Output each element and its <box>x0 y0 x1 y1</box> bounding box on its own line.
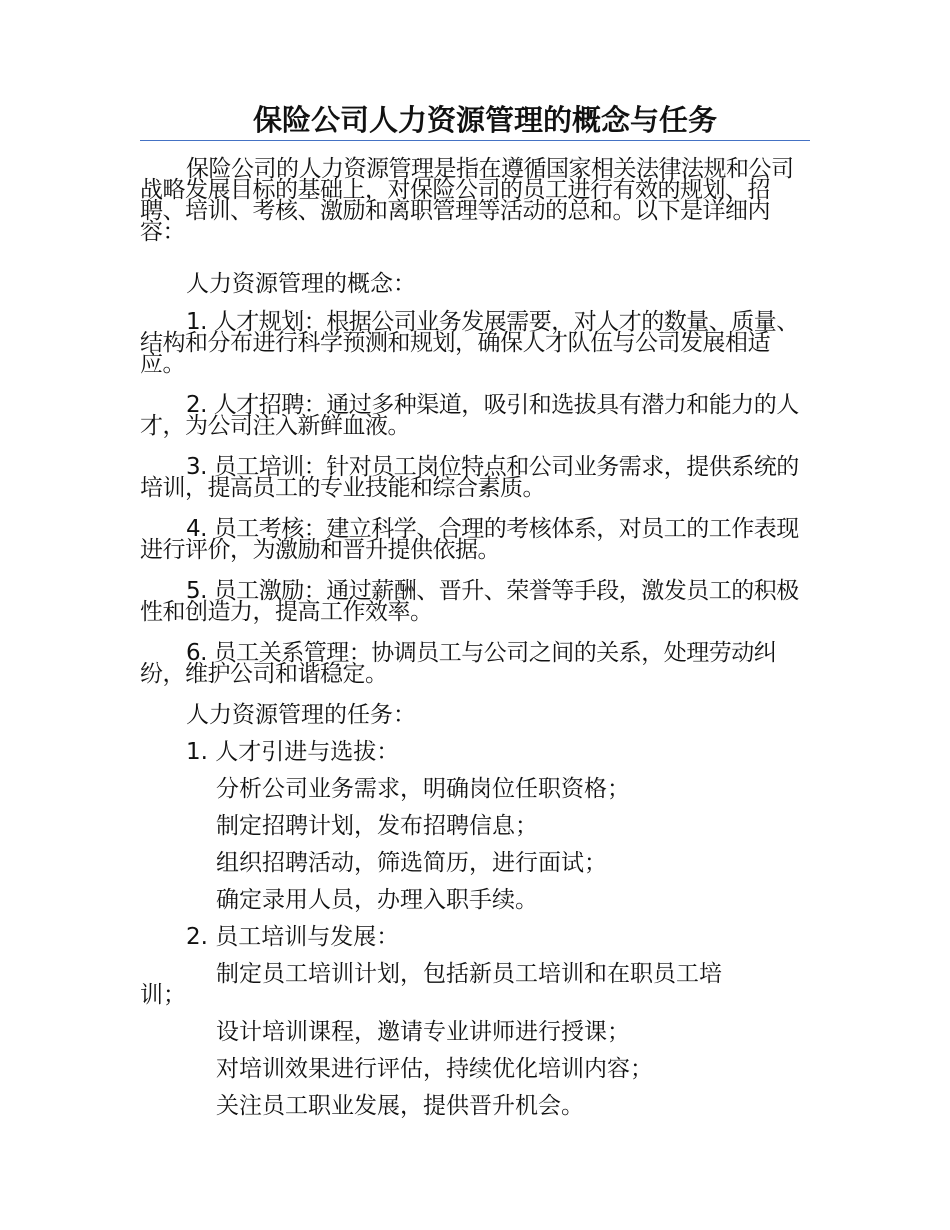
concept-item-planning: 1. 人才规划：根据公司业务发展需要，对人才的数量、质量、结构和分布进行科学预测和规划，确保人才队伍与公司发展相适应。 <box>140 309 799 377</box>
concept-item-relations: 6. 员工关系管理：协调员工与公司之间的关系，处理劳动纠纷，维护公司和谐稳定。 <box>140 640 777 687</box>
concept-item-incentive: 5. 员工激励：通过薪酬、晋升、荣誉等手段，激发员工的积极性和创造力，提高工作效率。 <box>140 578 799 625</box>
task2-item: 对培训效果进行评估，持续优化培训内容； <box>216 1056 653 1082</box>
task-heading: 人力资源管理的任务： <box>186 702 416 728</box>
task2-item-continuation: 训； <box>140 982 186 1008</box>
task2-item-wrapped <box>140 956 810 1014</box>
intro-paragraph: 保险公司的人力资源管理是指在遵循国家相关法律法规和公司战略发展目标的基础上，对保险公司的员工进行有效的规划、招聘、培训、考核、激励和离职管理等活动的总和。以下是详细内容： <box>140 156 794 245</box>
concept-item-assessment: 4. 员工考核：建立科学、合理的考核体系，对员工的工作表现进行评价，为激励和晋升提供依据。 <box>140 516 799 563</box>
task2-item-first-line: 制定员工培训计划，包括新员工培训和在职员工培 <box>216 961 722 987</box>
concept-heading: 人力资源管理的概念： <box>186 271 416 297</box>
concept-item-training: 3. 员工培训：针对员工岗位特点和公司业务需求，提供系统的培训，提高员工的专业技能和综合素质。 <box>140 454 799 501</box>
task2-heading: 2. 员工培训与发展： <box>186 924 400 950</box>
task1-item: 组织招聘活动，筛选简历，进行面试； <box>216 850 607 876</box>
document-page <box>140 100 810 1125</box>
title-underline <box>140 140 810 141</box>
task2-item: 关注员工职业发展，提供晋升机会。 <box>216 1093 584 1119</box>
task2-item: 设计培训课程，邀请专业讲师进行授课； <box>216 1019 630 1045</box>
document-title: 保险公司人力资源管理的概念与任务 <box>252 103 717 137</box>
task1-item: 制定招聘计划，发布招聘信息； <box>216 813 538 839</box>
task1-heading: 1. 人才引进与选拔： <box>186 739 400 765</box>
task1-item: 分析公司业务需求，明确岗位任职资格； <box>216 776 630 802</box>
task1-item: 确定录用人员，办理入职手续。 <box>216 887 538 913</box>
concept-item-recruitment: 2. 人才招聘：通过多种渠道，吸引和选拔具有潜力和能力的人才，为公司注入新鲜血液。 <box>140 392 799 439</box>
